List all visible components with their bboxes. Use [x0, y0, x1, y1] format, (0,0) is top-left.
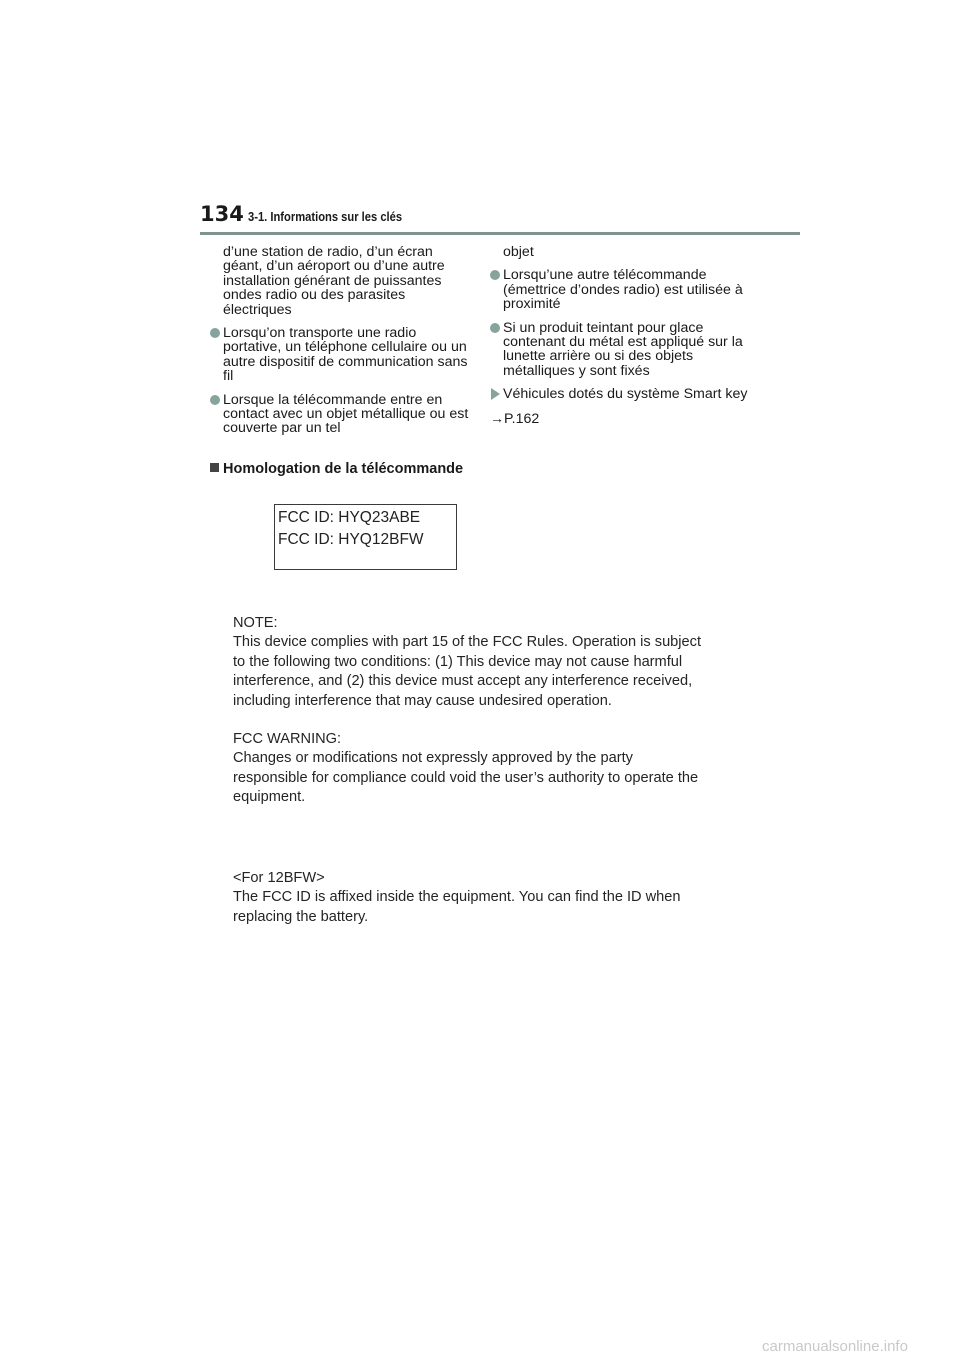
- warning-line: equipment.: [233, 789, 306, 806]
- warning-line: responsible for compliance could void the user’s authority to operate the: [233, 769, 699, 786]
- fcc-id-line: FCC ID: HYQ23ABE: [278, 509, 421, 526]
- circle-bullet-icon: [490, 323, 500, 333]
- note-title: NOTE:: [233, 615, 278, 631]
- list-item-text: Si un produit teintant pour glace contenant du métal est appliqué sur la lunette arrière ou si des objets métalliques y sont fixés: [503, 319, 743, 379]
- condition-item: [490, 387, 750, 401]
- fcc-note: [233, 614, 743, 711]
- list-item: [490, 268, 750, 311]
- note-line: interference, and (2) this device must accept any interference received,: [233, 673, 693, 690]
- fcc-warning: [233, 730, 743, 808]
- condition-text: Véhicules dotés du système Smart key: [503, 386, 748, 403]
- note-line: This device complies with part 15 of the FCC Rules. Operation is subject: [233, 634, 702, 651]
- section-title: 3-1. Informations sur les clés: [248, 209, 403, 224]
- note-line: including interference that may cause undesired operation.: [233, 692, 612, 709]
- left-column: [210, 245, 470, 445]
- list-item: [210, 393, 470, 436]
- circle-bullet-icon: [490, 270, 500, 280]
- list-item: [210, 326, 470, 384]
- note-line: to the following two conditions: (1) This device may not cause harmful: [233, 653, 683, 670]
- warning-title: FCC WARNING:: [233, 731, 342, 747]
- circle-bullet-icon: [210, 395, 220, 405]
- page-reference-text[interactable]: P.162: [504, 410, 540, 427]
- page-number: 134: [200, 202, 244, 226]
- list-item-text: Lorsqu’une autre télécommande (émettrice d’ondes radio) est utilisée à proximité: [503, 267, 743, 313]
- right-column: [490, 245, 750, 426]
- continuation-text: d’une station de radio, d’un écran géant, d’un aéroport ou d’une autre installation générant de puissantes ondes radio ou des parasites électriques: [223, 244, 445, 318]
- watermark: carmanualsonline.info: [762, 1338, 908, 1355]
- for-note-line: The FCC ID is affixed inside the equipment. You can find the ID when: [233, 889, 681, 906]
- circle-bullet-icon: [210, 328, 220, 338]
- header-divider: [200, 232, 800, 235]
- page-reference[interactable]: [490, 411, 750, 426]
- subheading-text: Homologation de la télécommande: [223, 461, 464, 477]
- list-item-text: Lorsque la télécommande entre en contact avec un objet métallique ou est couverte par un tel: [223, 391, 469, 437]
- fcc-label-box: [274, 504, 457, 570]
- for-note-line: replacing the battery.: [233, 908, 369, 925]
- right-arrow-icon: →: [490, 409, 504, 426]
- square-icon: [210, 463, 219, 472]
- subheading: [210, 461, 463, 477]
- triangle-icon: [491, 388, 500, 400]
- page-header: [200, 200, 800, 236]
- fcc-id-location-note: [233, 869, 743, 927]
- list-item-text: Lorsqu’on transporte une radio portative, un téléphone cellulaire ou un autre dispositif de communication sans fil: [223, 325, 468, 385]
- warning-line: Changes or modifications not expressly approved by the party: [233, 750, 633, 767]
- for-note-title: <For 12BFW>: [233, 870, 325, 886]
- continuation-text: objet: [503, 244, 534, 260]
- list-item: [490, 321, 750, 379]
- fcc-id-line: FCC ID: HYQ12BFW: [278, 531, 424, 548]
